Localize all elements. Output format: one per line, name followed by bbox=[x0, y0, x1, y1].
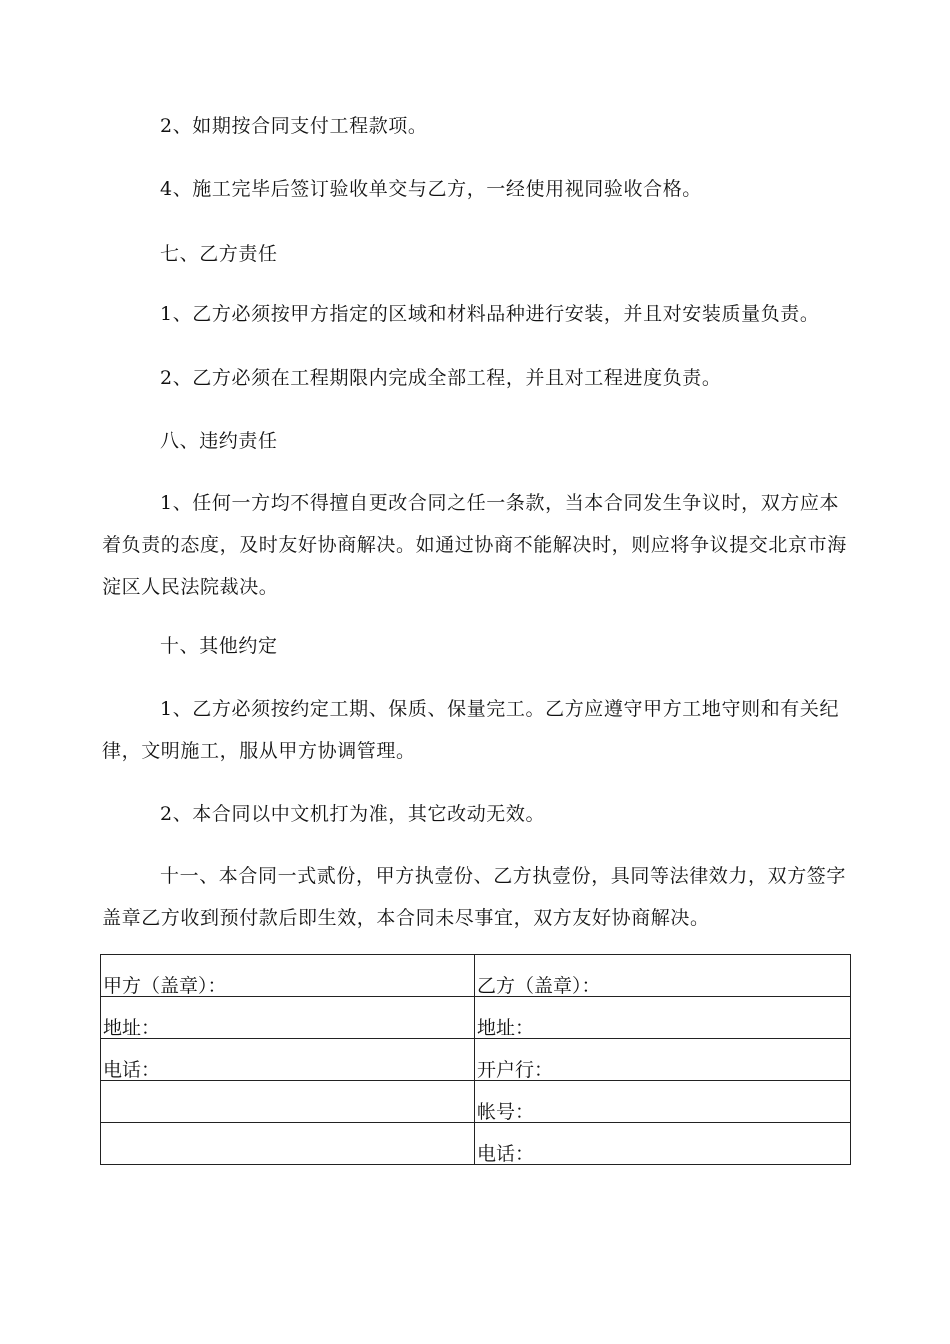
table-row bbox=[101, 955, 851, 997]
party-b-account-cell bbox=[475, 1081, 851, 1123]
table-row bbox=[101, 997, 851, 1039]
empty-cell bbox=[101, 1123, 475, 1165]
party-b-account-label: 帐号： bbox=[477, 1101, 535, 1123]
party-a-address-cell bbox=[101, 997, 475, 1039]
clause-payment: 2、如期按合同支付工程款项。 bbox=[160, 115, 428, 137]
signature-table bbox=[100, 954, 851, 1165]
party-b-phone-cell bbox=[475, 1123, 851, 1165]
table-row bbox=[101, 1081, 851, 1123]
party-a-seal-cell bbox=[101, 955, 475, 997]
clause-language: 2、本合同以中文机打为准，其它改动无效。 bbox=[160, 803, 546, 825]
section-heading-party-b-duties: 七、乙方责任 bbox=[160, 243, 278, 265]
table-row bbox=[101, 1039, 851, 1081]
empty-cell bbox=[101, 1081, 475, 1123]
clause-installation-quality: 1、乙方必须按甲方指定的区域和材料品种进行安装，并且对安装质量负责。 bbox=[160, 303, 820, 325]
table-row bbox=[101, 1123, 851, 1165]
clause-dispute: 1、任何一方均不得擅自更改合同之任一条款，当本合同发生争议时，双方应本着负责的态度，及时友好协商解决。如通过协商不能解决时，则应将争议提交北京市海淀区人民法院裁决。 bbox=[102, 492, 847, 598]
clause-acceptance: 4、施工完毕后签订验收单交与乙方，一经使用视同验收合格。 bbox=[160, 178, 702, 200]
clause-work-rules: 1、乙方必须按约定工期、保质、保量完工。乙方应遵守甲方工地守则和有关纪律，文明施工，服从甲方协调管理。 bbox=[102, 698, 840, 762]
party-b-seal-label: 乙方（盖章）： bbox=[477, 975, 601, 997]
party-b-bank-cell bbox=[475, 1039, 851, 1081]
party-b-address-label: 地址： bbox=[477, 1017, 535, 1039]
party-a-phone-cell bbox=[101, 1039, 475, 1081]
section-heading-other: 十、其他约定 bbox=[160, 635, 278, 657]
party-a-phone-label: 电话： bbox=[103, 1059, 161, 1081]
party-b-seal-cell bbox=[475, 955, 851, 997]
party-b-address-cell bbox=[475, 997, 851, 1039]
section-heading-breach: 八、违约责任 bbox=[160, 430, 278, 452]
party-b-phone-label: 电话： bbox=[477, 1143, 535, 1165]
clause-schedule: 2、乙方必须在工程期限内完成全部工程，并且对工程进度负责。 bbox=[160, 367, 722, 389]
party-b-bank-label: 开户行： bbox=[477, 1059, 554, 1081]
party-a-seal-label: 甲方（盖章）： bbox=[103, 975, 227, 997]
clause-copies: 十一、本合同一式贰份，甲方执壹份、乙方执壹份，具同等法律效力，双方签字盖章乙方收到预付款后即生效，本合同未尽事宜，双方友好协商解决。 bbox=[102, 865, 847, 929]
party-a-address-label: 地址： bbox=[103, 1017, 161, 1039]
